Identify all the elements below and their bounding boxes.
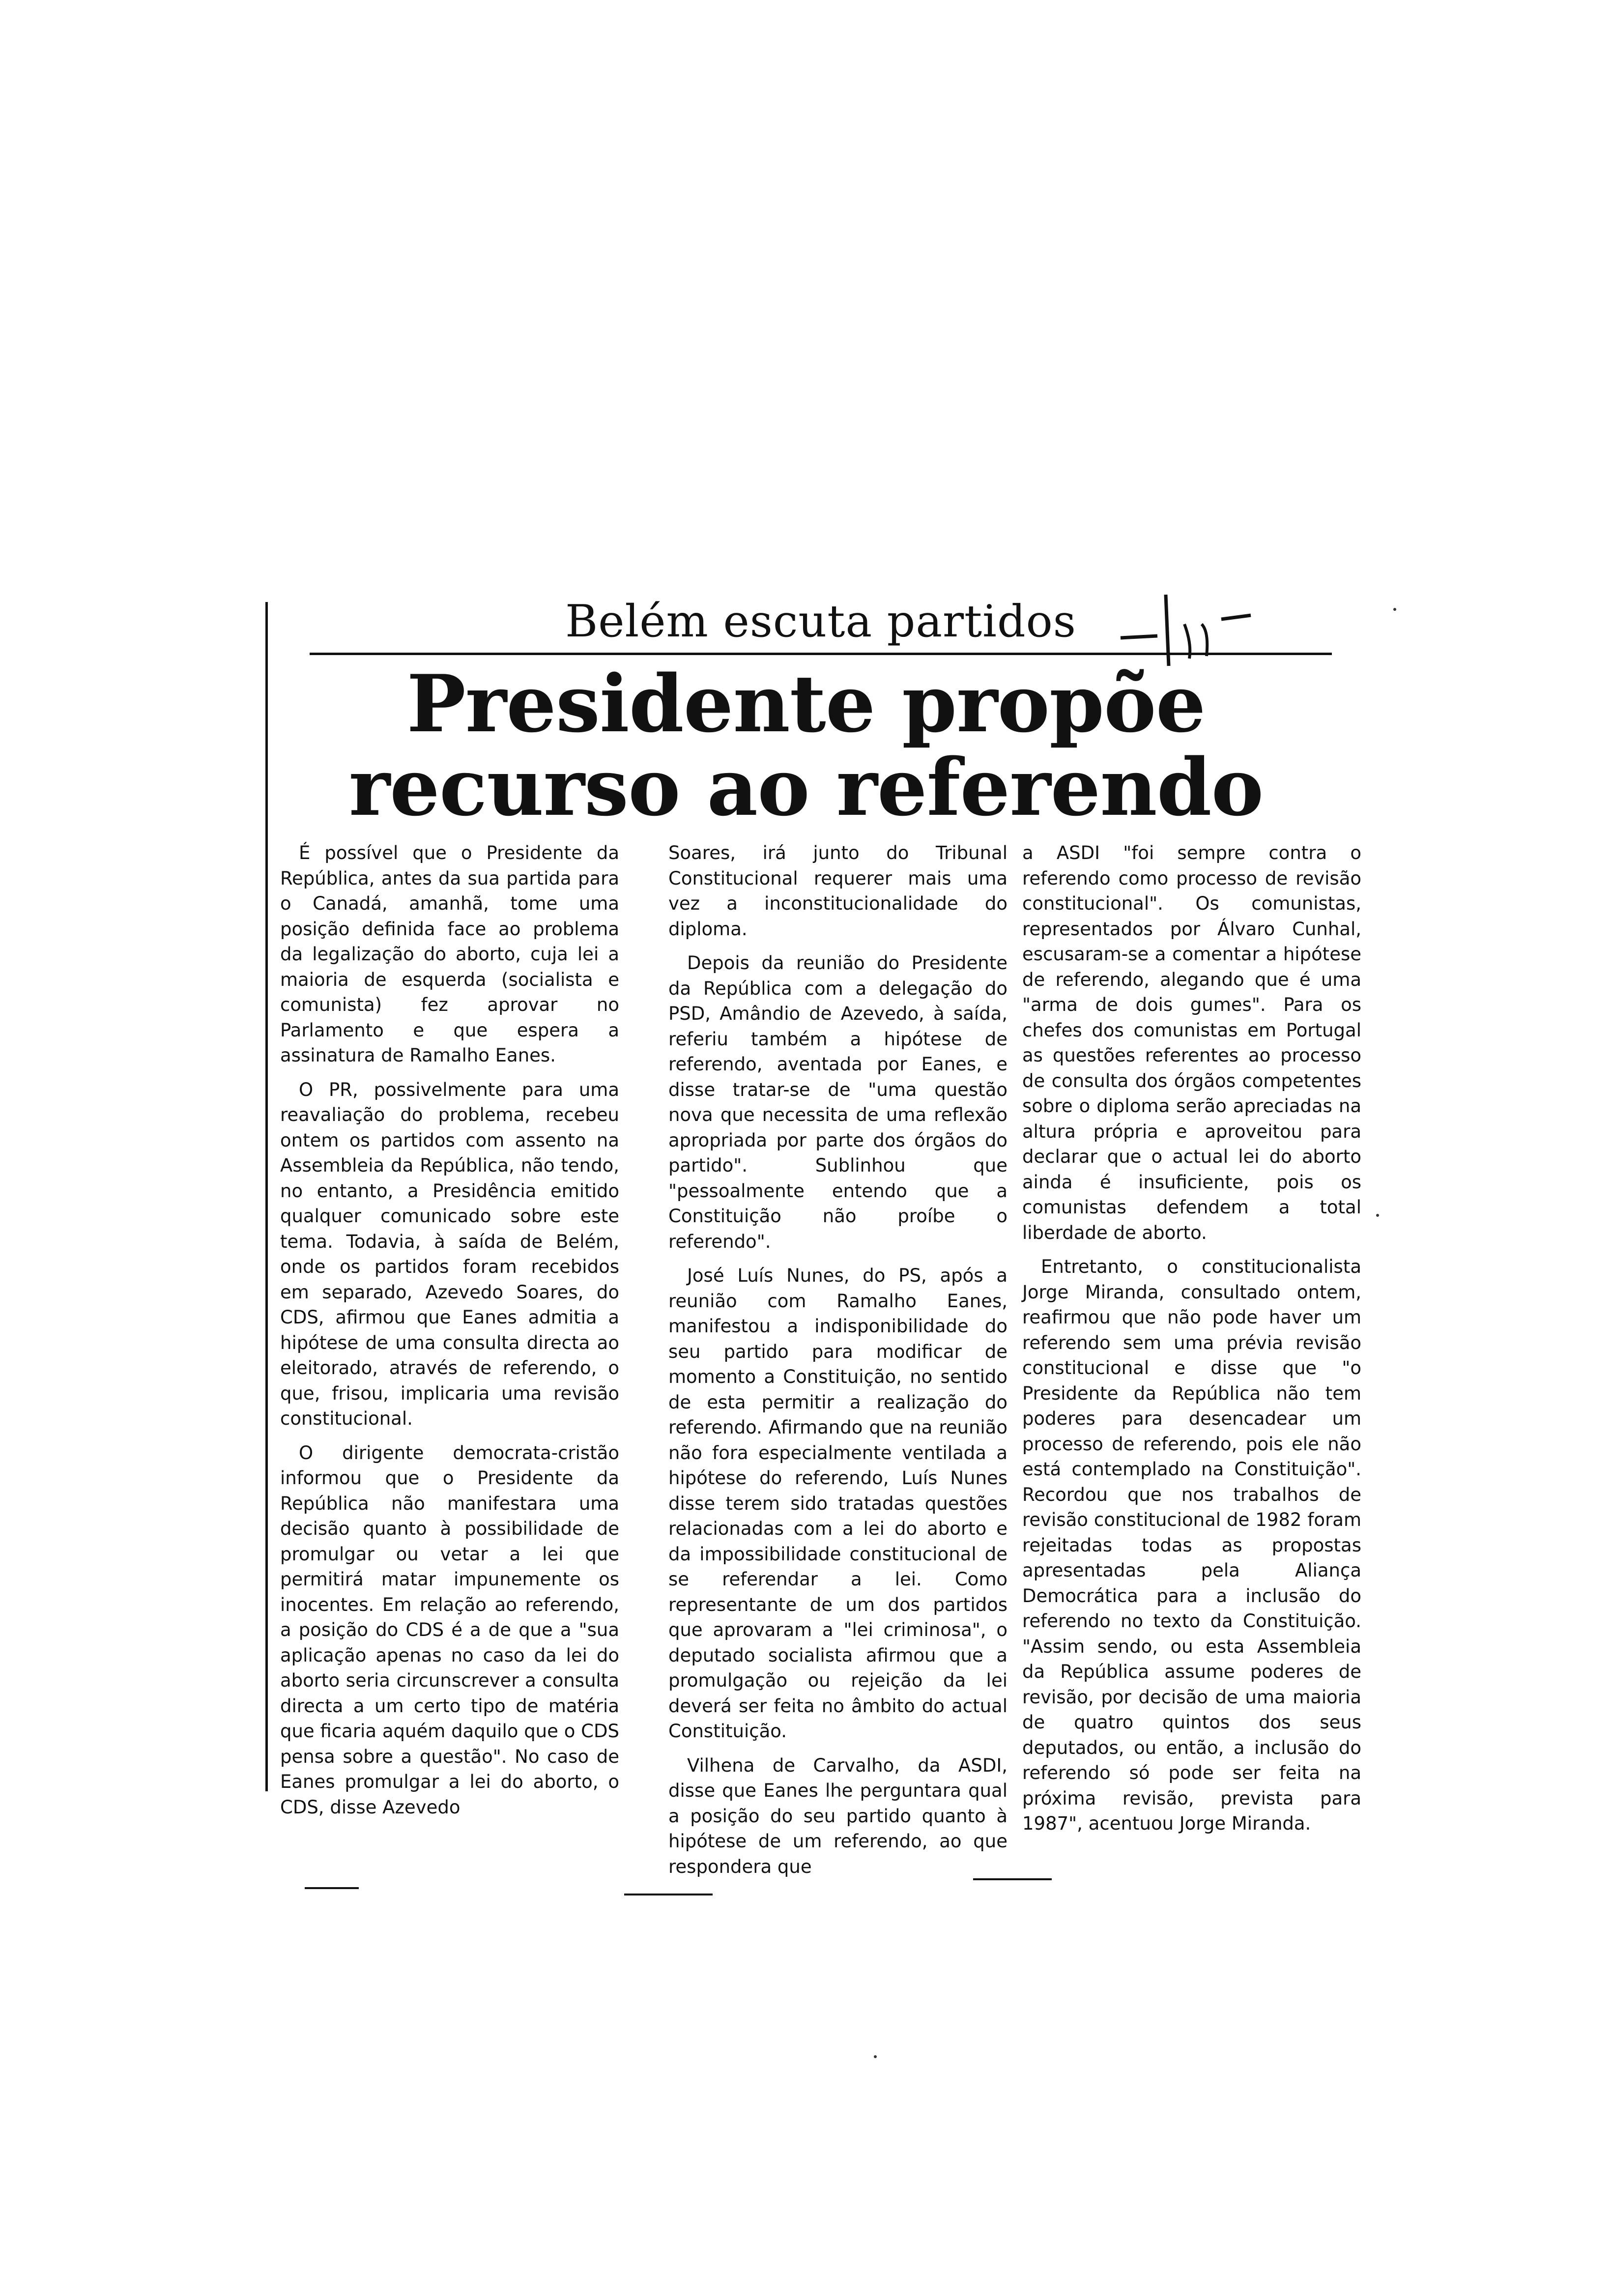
column-end-dash (624, 1894, 713, 1895)
paragraph: Depois da reunião do Presidente da República com a delegação do PSD, Amândio de Azevedo, à saída, referiu também a hipótese de referendo, aventada por Eanes, e disse tratar-se de "uma questão nova que necessita de uma reflexão apropriada por parte dos órgãos do partido". Sublinhou que "pessoalmente entendo que a Constituição não proíbe o referendo". (668, 952, 1008, 1252)
paragraph: José Luís Nunes, do PS, após a reunião com Ramalho Eanes, manifestou a indisponibilidade do seu partido para modificar de momento a Constituição, no sentido de esta permitir a realização do referendo. Afirmando que na reunião não fora especialmente ventilada a hipótese do referendo, Luís Nunes disse terem sido tratadas questões relacionadas com a lei do aborto e da impossibilidade constitucional de se referendar a lei. Como representante de um dos partidos que aprovaram a "lei criminosa", o deputado socialista afirmou que a promulgação ou rejeição da lei deverá ser feita no âmbito do actual Constituição. (668, 1265, 1008, 1742)
paragraph: Soares, irá junto do Tribunal Constitucional requerer mais uma vez a inconstitucionalidade do diploma. (668, 842, 1008, 940)
paragraph: O PR, possivelmente para uma reavaliação do problema, recebeu ontem os partidos com assento na Assembleia da República, não tendo, no entanto, a Presidência emitido qualquer comunicado sobre este tema. Todavia, à saída de Belém, onde os partidos foram recebidos em separado, Azevedo Soares, do CDS, afirmou que Eanes admitia a hipótese de uma consulta directa ao eleitorado, através de referendo, o que, frisou, implicaria uma revisão constitucional. (280, 1079, 619, 1429)
scan-speck (1376, 1214, 1379, 1217)
paragraph: a ASDI "foi sempre contra o referendo como processo de revisão constitucional". Os comunistas, representados por Álvaro Cunhal, escusaram-se a comentar a hipótese de referendo, alegando que é uma "arma de dois gumes". Para os chefes dos comunistas em Portugal as questões referentes ao processo de consulta dos órgãos competentes sobre o diploma serão apreciadas na altura própria e aproveitou para declarar que o actual lei do aborto ainda é insuficiente, pois os comunistas defendem a total liberdade de aborto. (1022, 842, 1361, 1243)
article-column-2 (668, 840, 1008, 1888)
article-column-1 (280, 840, 619, 1829)
headline-line-2: recurso ao referendo (348, 741, 1264, 833)
headline-line-1: Presidente propõe (406, 658, 1206, 750)
newspaper-clipping (265, 595, 1361, 1922)
column-end-dash (305, 1887, 359, 1889)
column-end-dash (973, 1878, 1052, 1880)
kicker: Belém escuta partidos (565, 596, 1076, 647)
paragraph: O dirigente democrata-cristão informou que o Presidente da República não manifestara uma decisão quanto à possibilidade de promulgar ou vetar a lei que permitirá matar impunemente os inocentes. Em relação ao referendo, a posição do CDS é a de que a "sua aplicação apenas no caso da lei do aborto seria circunscrever a consulta directa a um certo tipo de matéria que ficaria aquém daquilo que o CDS pensa sobre a questão". No caso de Eanes promulgar a lei do aborto, o CDS, disse Azevedo (280, 1442, 619, 1818)
scan-speck (1393, 608, 1396, 611)
handwritten-annotation (1111, 585, 1258, 668)
scan-speck (874, 2055, 877, 2058)
paragraph: É possível que o Presidente da República, antes da sua partida para o Canadá, amanhã, tome uma posição definida face ao problema da legalização do aborto, cuja lei a maioria de esquerda (socialista e comunista) fez aprovar no Parlamento e que espera a assinatura de Ramalho Eanes. (280, 842, 619, 1066)
paragraph: Vilhena de Carvalho, da ASDI, disse que Eanes lhe perguntara qual a posição do seu partido quanto à hipótese de um referendo, ao que respondera que (668, 1754, 1008, 1877)
article-column-3 (1022, 840, 1361, 1845)
paragraph: Entretanto, o constitucionalista Jorge Miranda, consultado ontem, reafirmou que não pode haver um referendo sem uma prévia revisão constitucional e disse que "o Presidente da República não tem poderes para desencadear um processo de referendo, pois ele não está contemplado na Constituição". Recordou que nos trabalhos de revisão constitucional de 1982 foram rejeitadas todas as propostas apresentadas pela Aliança Democrática para a inclusão do referendo no texto da Constituição. "Assim sendo, ou esta Assembleia da República assume poderes de revisão, por decisão de uma maioria de quatro quintos dos seus deputados, ou então, a inclusão do referendo só pode ser feita na próxima revisão, prevista para 1987", acentuou Jorge Miranda. (1022, 1256, 1361, 1834)
